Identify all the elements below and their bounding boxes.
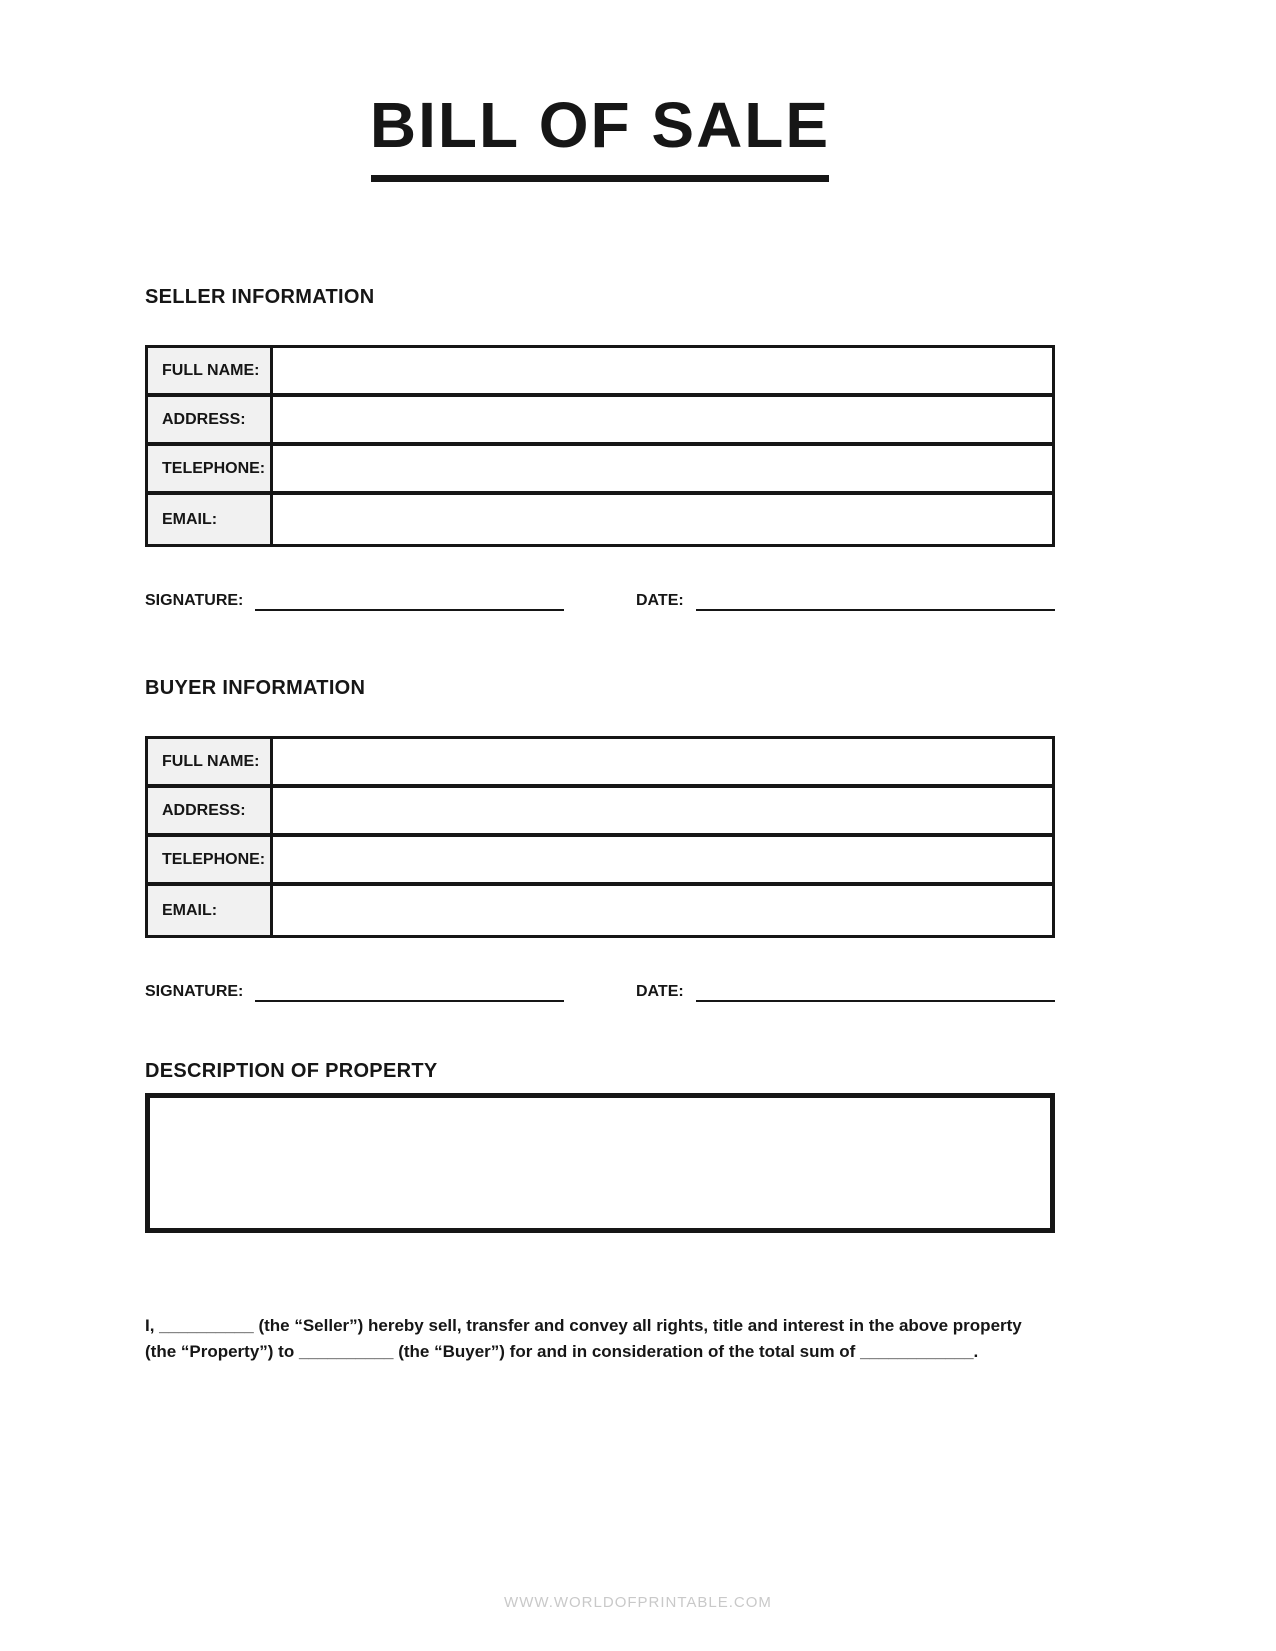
table-row: [148, 837, 1052, 886]
buyer-full-name-input[interactable]: [273, 739, 1052, 784]
buyer-signature-label: SIGNATURE:: [145, 983, 244, 1001]
seller-date-label: DATE:: [636, 592, 684, 610]
seller-address-label: ADDRESS:: [148, 397, 273, 442]
buyer-email-input[interactable]: [273, 886, 1052, 935]
seller-telephone-label: TELEPHONE:: [148, 446, 273, 491]
buyer-signature-line[interactable]: [255, 982, 564, 1002]
buyer-date-line[interactable]: [696, 982, 1055, 1002]
seller-info-table: [145, 345, 1055, 547]
seller-date-line[interactable]: [696, 591, 1055, 611]
title-underline: [371, 175, 829, 182]
table-row: [148, 495, 1052, 544]
buyer-date-pair: [636, 982, 1055, 1002]
table-row: [148, 348, 1052, 397]
seller-email-label: EMAIL:: [148, 495, 273, 544]
buyer-email-label: EMAIL:: [148, 886, 273, 935]
buyer-full-name-label: FULL NAME:: [148, 739, 273, 784]
table-row: [148, 739, 1052, 788]
seller-signature-label: SIGNATURE:: [145, 592, 244, 610]
seller-date-pair: [636, 591, 1055, 611]
footer-website: WWW.WORLDOFPRINTABLE.COM: [504, 1594, 772, 1611]
seller-address-input[interactable]: [273, 397, 1052, 442]
seller-section-heading: SELLER INFORMATION: [145, 286, 375, 309]
seller-signature-row: [145, 591, 1055, 611]
buyer-signature-row: [145, 982, 1055, 1002]
buyer-address-label: ADDRESS:: [148, 788, 273, 833]
seller-telephone-input[interactable]: [273, 446, 1052, 491]
seller-full-name-input[interactable]: [273, 348, 1052, 393]
sale-statement: I, __________ (the “Seller”) hereby sell, transfer and convey all rights, title and interest in the above property (the “Property”) to __________ (the “Buyer”) for and in consideration of the total sum of ____________.: [145, 1316, 1022, 1361]
buyer-address-input[interactable]: [273, 788, 1052, 833]
table-row: [148, 788, 1052, 837]
property-section-heading: DESCRIPTION OF PROPERTY: [145, 1060, 438, 1083]
buyer-signature-pair: [145, 982, 564, 1002]
buyer-date-label: DATE:: [636, 983, 684, 1001]
buyer-info-table: [145, 736, 1055, 938]
seller-full-name-label: FULL NAME:: [148, 348, 273, 393]
table-row: [148, 446, 1052, 495]
document-title: BILL OF SALE: [369, 89, 831, 161]
page-content: [145, 0, 1055, 1364]
seller-email-input[interactable]: [273, 495, 1052, 544]
buyer-telephone-input[interactable]: [273, 837, 1052, 882]
table-row: [148, 397, 1052, 446]
seller-signature-pair: [145, 591, 564, 611]
title-block: [145, 0, 1055, 182]
property-description-input[interactable]: [145, 1093, 1055, 1233]
buyer-section-heading: BUYER INFORMATION: [145, 677, 366, 700]
seller-signature-line[interactable]: [255, 591, 564, 611]
buyer-telephone-label: TELEPHONE:: [148, 837, 273, 882]
table-row: [148, 886, 1052, 935]
